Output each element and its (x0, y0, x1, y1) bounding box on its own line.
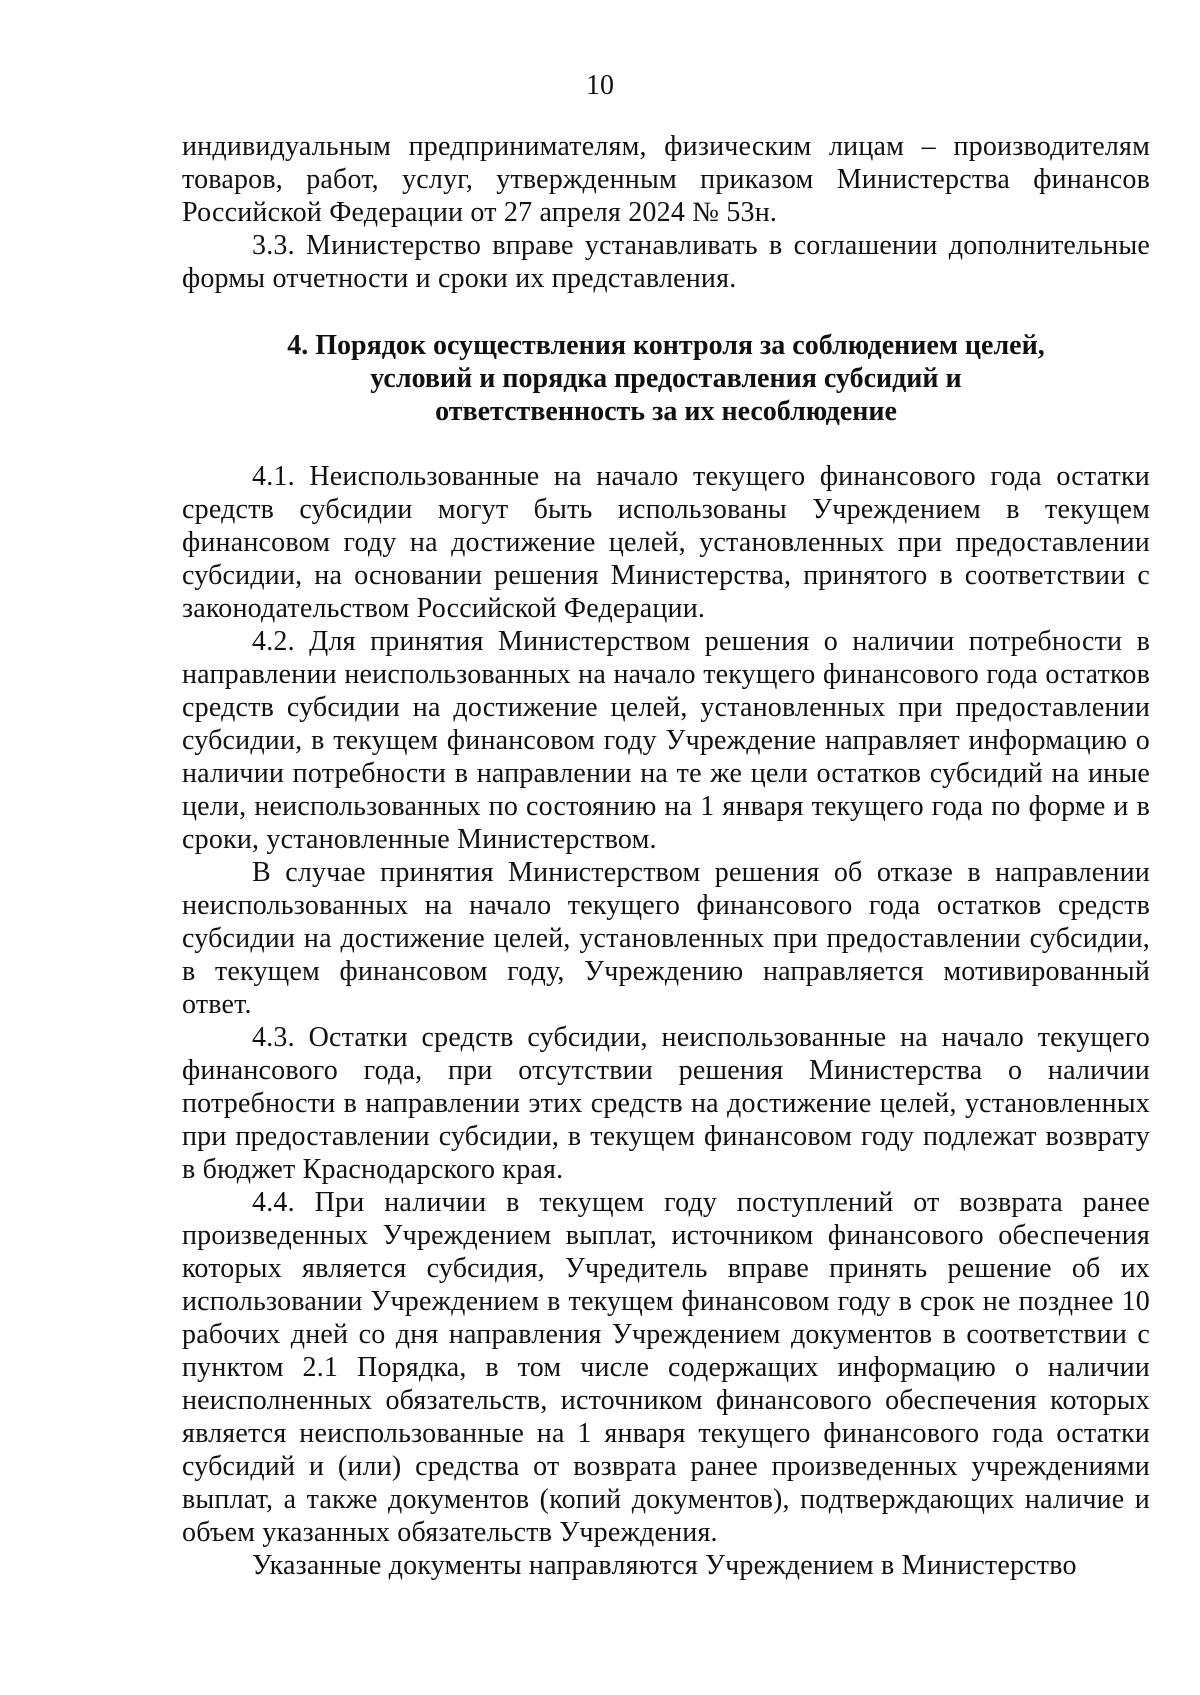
section-heading-line: 4. Порядок осуществления контроля за соблюдением целей, (287, 330, 1045, 361)
paragraph-documents-sent: Указанные документы направляются Учреждением в Министерство (252, 1550, 1077, 1581)
section-4-heading (182, 329, 1150, 428)
paragraph-4-2-refusal: В случае принятия Министерством решения об отказе в направлении неиспользованных на начало текущего финансового года остатков средств субсидии на достижение целей, установленных при предоставлении субсидии, в текущем финансовом году, Учреждению направляется мотивированный ответ. (182, 857, 1150, 1020)
paragraph-4-3: 4.3. Остатки средств субсидии, неиспользованные на начало текущего финансового года, при отсутствии решения Министерства о наличии потребности в направлении этих средств на достижение целей, установленных при предоставлении субсидии, в текущем финансовом году подлежат возврату в бюджет Краснодарского края. (182, 1022, 1150, 1185)
paragraph-4-2: 4.2. Для принятия Министерством решения о наличии потребности в направлении неиспользованных на начало текущего финансового года остатков средств субсидии на достижение целей, установленных при предоставлении субсидии, в текущем финансовом году Учреждение направляет информацию о наличии потребности в направлении на те же цели остатков субсидий на иные цели, неиспользованных по состоянию на 1 января текущего года по форме и в сроки, установленные Министерством. (182, 626, 1150, 855)
paragraph-3-3: 3.3. Министерство вправе устанавливать в соглашении дополнительные формы отчетности и сроки их представления. (182, 230, 1150, 294)
document-body (182, 130, 1150, 1582)
paragraph-4-4: 4.4. При наличии в текущем году поступлений от возврата ранее произведенных Учреждением выплат, источником финансового обеспечения которых является субсидия, Учредитель вправе принять решение об их использовании Учреждением в текущем финансовом году в срок не позднее 10 рабочих дней со дня направления Учреждением документов в соответствии с пунктом 2.1 Порядка, в том числе содержащих информацию о наличии неисполненных обязательств, источником финансового обеспечения которых является неиспользованные на 1 января текущего финансового года остатки субсидий и (или) средства от возврата ранее произведенных учреждениями выплат, а также документов (копий документов), подтверждающих наличие и объем указанных обязательств Учреждения. (182, 1187, 1150, 1548)
paragraph-continuation: индивидуальным предпринимателям, физическим лицам – производителям товаров, работ, услуг, утвержденным приказом Министерства финансов Российской Федерации от 27 апреля 2024 № 53н. (182, 131, 1150, 228)
section-heading-line: условий и порядка предоставления субсидий и (370, 363, 962, 394)
page-number: 10 (586, 70, 614, 101)
paragraph-4-1: 4.1. Неиспользованные на начало текущего финансового года остатки средств субсидии могут быть использованы Учреждением в текущем финансовом году на достижение целей, установленных при предоставлении субсидии, на основании решения Министерства, принятого в соответствии с законодательством Российской Федерации. (182, 461, 1150, 624)
section-heading-line: ответственность за их несоблюдение (435, 396, 897, 427)
